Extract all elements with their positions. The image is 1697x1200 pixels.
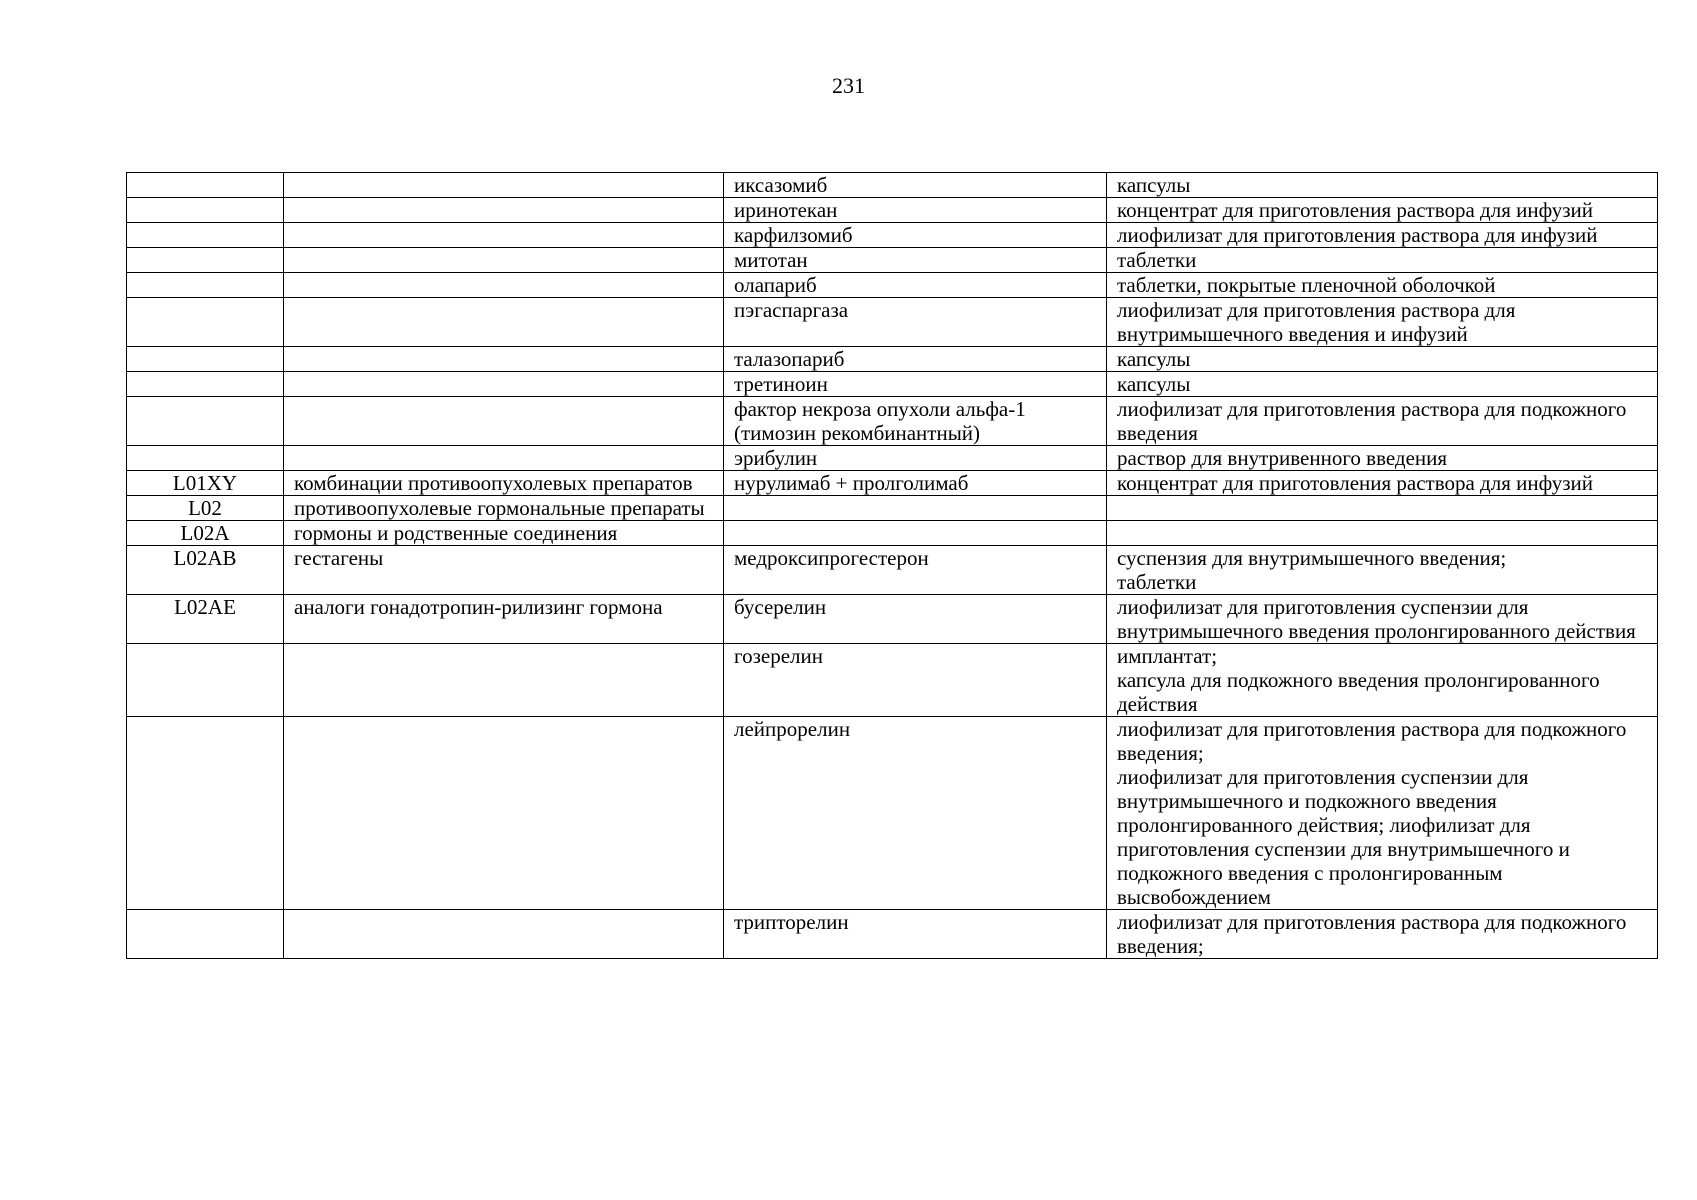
anatomical-group-cell [284,198,724,223]
atc-code-cell [127,446,284,471]
drug-name-cell: митотан [724,248,1107,273]
drug-name-cell: эрибулин [724,446,1107,471]
table-row [127,446,1658,471]
atc-code-cell [127,273,284,298]
table-row [127,223,1658,248]
table-row [127,397,1658,446]
table-row [127,496,1658,521]
drug-name-cell: иксазомиб [724,173,1107,198]
dosage-form-cell: суспензия для внутримышечного введения; таблетки [1107,546,1658,595]
dosage-form-cell: лиофилизат для приготовления раствора для внутримышечного введения и инфузий [1107,298,1658,347]
atc-code-cell [127,372,284,397]
drug-name-cell [724,521,1107,546]
dosage-form-cell: лиофилизат для приготовления раствора для инфузий [1107,223,1658,248]
anatomical-group-cell [284,347,724,372]
drug-table [126,172,1658,959]
anatomical-group-cell: аналоги гонадотропин-рилизинг гормона [284,595,724,644]
atc-code-cell [127,298,284,347]
atc-code-cell [127,910,284,959]
table-row [127,298,1658,347]
anatomical-group-cell [284,248,724,273]
drug-name-cell: гозерелин [724,644,1107,717]
dosage-form-cell: лиофилизат для приготовления суспензии для внутримышечного введения пролонгированного действия [1107,595,1658,644]
drug-name-cell: фактор некроза опухоли альфа-1 (тимозин рекомбинантный) [724,397,1107,446]
anatomical-group-cell: комбинации противоопухолевых препаратов [284,471,724,496]
drug-name-cell: карфилзомиб [724,223,1107,248]
dosage-form-cell: концентрат для приготовления раствора для инфузий [1107,471,1658,496]
table-row [127,644,1658,717]
table-row [127,173,1658,198]
dosage-form-cell: капсулы [1107,372,1658,397]
anatomical-group-cell [284,644,724,717]
drug-name-cell: трипторелин [724,910,1107,959]
table-row [127,546,1658,595]
atc-code-cell: L02AE [127,595,284,644]
table-row [127,595,1658,644]
table-row [127,521,1658,546]
dosage-form-cell: лиофилизат для приготовления раствора для подкожного введения; [1107,910,1658,959]
table-row [127,910,1658,959]
table-body [127,173,1658,959]
anatomical-group-cell [284,717,724,910]
dosage-form-cell: концентрат для приготовления раствора для инфузий [1107,198,1658,223]
drug-name-cell: лейпрорелин [724,717,1107,910]
atc-code-cell [127,644,284,717]
drug-name-cell: иринотекан [724,198,1107,223]
drug-name-cell: олапариб [724,273,1107,298]
atc-code-cell [127,223,284,248]
atc-code-cell [127,397,284,446]
atc-code-cell [127,173,284,198]
dosage-form-cell: лиофилизат для приготовления раствора для подкожного введения [1107,397,1658,446]
anatomical-group-cell [284,397,724,446]
table-row [127,273,1658,298]
dosage-form-cell: таблетки, покрытые пленочной оболочкой [1107,273,1658,298]
anatomical-group-cell [284,223,724,248]
table-row [127,717,1658,910]
dosage-form-cell: капсулы [1107,173,1658,198]
anatomical-group-cell: противоопухолевые гормональные препараты [284,496,724,521]
anatomical-group-cell [284,298,724,347]
anatomical-group-cell [284,446,724,471]
atc-code-cell [127,347,284,372]
anatomical-group-cell [284,173,724,198]
anatomical-group-cell: гормоны и родственные соединения [284,521,724,546]
table-row [127,347,1658,372]
dosage-form-cell: имплантат; капсула для подкожного введения пролонгированного действия [1107,644,1658,717]
atc-code-cell: L01XY [127,471,284,496]
drug-name-cell: талазопариб [724,347,1107,372]
table-row [127,372,1658,397]
table-row [127,471,1658,496]
atc-code-cell: L02A [127,521,284,546]
dosage-form-cell [1107,496,1658,521]
anatomical-group-cell [284,910,724,959]
drug-name-cell: бусерелин [724,595,1107,644]
anatomical-group-cell [284,372,724,397]
page-number: 231 [832,73,865,98]
atc-code-cell: L02 [127,496,284,521]
drug-name-cell: медроксипрогестерон [724,546,1107,595]
anatomical-group-cell [284,273,724,298]
table-row [127,248,1658,273]
anatomical-group-cell: гестагены [284,546,724,595]
drug-name-cell [724,496,1107,521]
drug-name-cell: пэгаспаргаза [724,298,1107,347]
atc-code-cell: L02AB [127,546,284,595]
drug-name-cell: нурулимаб + пролголимаб [724,471,1107,496]
atc-code-cell [127,198,284,223]
dosage-form-cell: таблетки [1107,248,1658,273]
atc-code-cell [127,248,284,273]
dosage-form-cell [1107,521,1658,546]
table-row [127,198,1658,223]
dosage-form-cell: капсулы [1107,347,1658,372]
dosage-form-cell: раствор для внутривенного введения [1107,446,1658,471]
drug-name-cell: третиноин [724,372,1107,397]
dosage-form-cell: лиофилизат для приготовления раствора для подкожного введения; лиофилизат для приготовления суспензии для внутримышечного и подкожного введения пролонгированного действия; лиофилизат для приготовления суспензии для внутримышечного и подкожного введения с пролонгированным высвобождением [1107,717,1658,910]
atc-code-cell [127,717,284,910]
